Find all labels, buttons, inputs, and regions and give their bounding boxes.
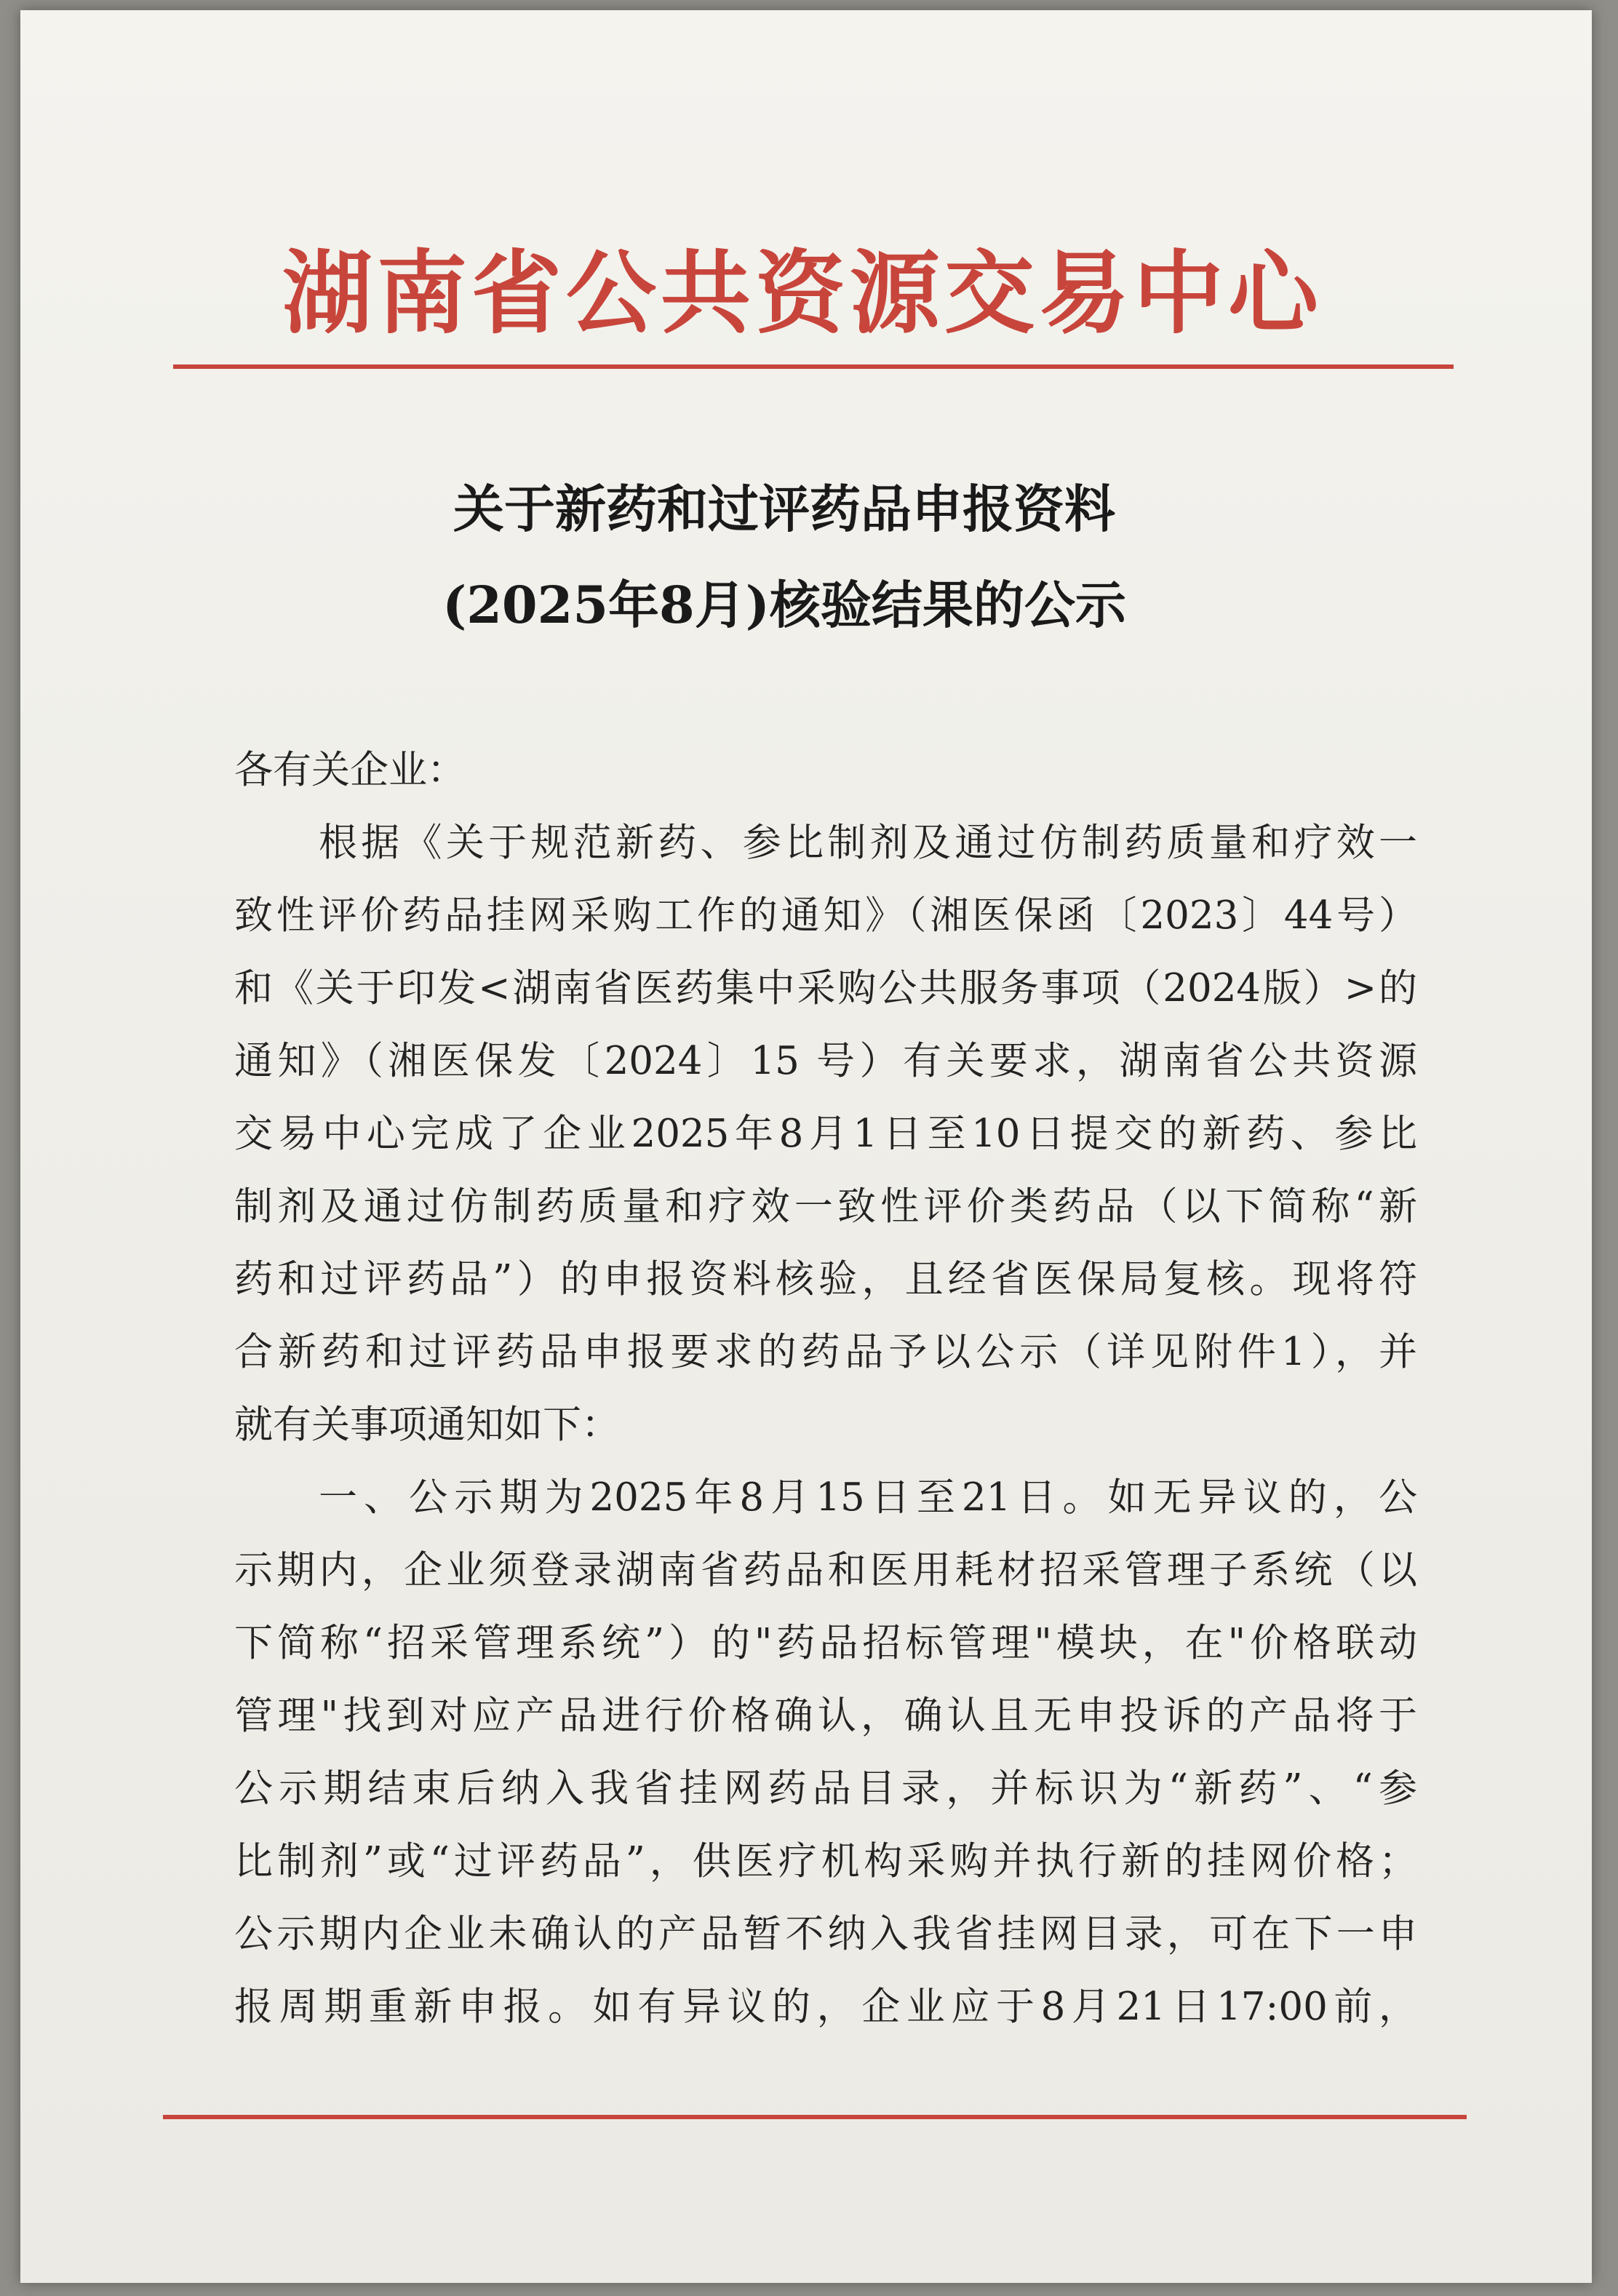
body-line-16: 公示期内企业未确认的产品暂不纳入我省挂网目录，可在下一申 bbox=[234, 1912, 1417, 1956]
body-line-17: 报周期重新申报。如有异议的，企业应于8月21日17:00前， bbox=[234, 1985, 1417, 2029]
body-line-12: 下简称“招采管理系统”）的"药品招标管理"模块，在"价格联动 bbox=[234, 1621, 1417, 1665]
body-line-2: 致性评价药品挂网采购工作的通知》（湘医保函〔2023〕44号） bbox=[234, 893, 1417, 938]
body-line-5: 交易中心完成了企业2025年8月1日至10日提交的新药、参比 bbox=[234, 1112, 1417, 1156]
letterhead-red-rule bbox=[173, 364, 1454, 369]
body-line-3: 和《关于印发<湖南省医药集中采购公共服务事项（2024版）>的 bbox=[234, 966, 1417, 1011]
document-page bbox=[20, 10, 1592, 2283]
body-line-15: 比制剂”或“过评药品”，供医疗机构采购并执行新的挂网价格； bbox=[234, 1839, 1417, 1884]
body-line-1: 根据《关于规范新药、参比制剂及通过仿制药质量和疗效一 bbox=[319, 821, 1417, 865]
body-line-8: 合新药和过评药品申报要求的药品予以公示（详见附件1），并 bbox=[234, 1330, 1417, 1374]
body-line-11: 示期内，企业须登录湖南省药品和医用耗材招采管理子系统（以 bbox=[234, 1548, 1417, 1593]
document-title-line-2: (2025年8月)核验结果的公示 bbox=[442, 575, 1126, 635]
document-title-line-1: 关于新药和过评药品申报资料 bbox=[453, 479, 1115, 539]
body-line-13: 管理"找到对应产品进行价格确认，确认且无申投诉的产品将于 bbox=[234, 1694, 1417, 1738]
body-line-7: 药和过评药品”）的申报资料核验，且经省医保局复核。现将符 bbox=[234, 1257, 1417, 1302]
body-line-10: 一、公示期为2025年8月15日至21日。如无异议的，公 bbox=[319, 1475, 1417, 1520]
organization-letterhead: 湖南省公共资源交易中心 bbox=[282, 242, 1323, 346]
body-line-14: 公示期结束后纳入我省挂网药品目录，并标识为“新药”、“参 bbox=[234, 1766, 1417, 1811]
body-line-9: 就有关事项通知如下： bbox=[234, 1403, 620, 1447]
body-line-6: 制剂及通过仿制药质量和疗效一致性评价类药品（以下简称“新 bbox=[234, 1184, 1417, 1229]
salutation: 各有关企业： bbox=[234, 748, 466, 792]
body-line-4: 通知》（湘医保发〔2024〕15 号）有关要求，湖南省公共资源 bbox=[234, 1039, 1417, 1083]
footer-red-rule bbox=[163, 2115, 1467, 2119]
